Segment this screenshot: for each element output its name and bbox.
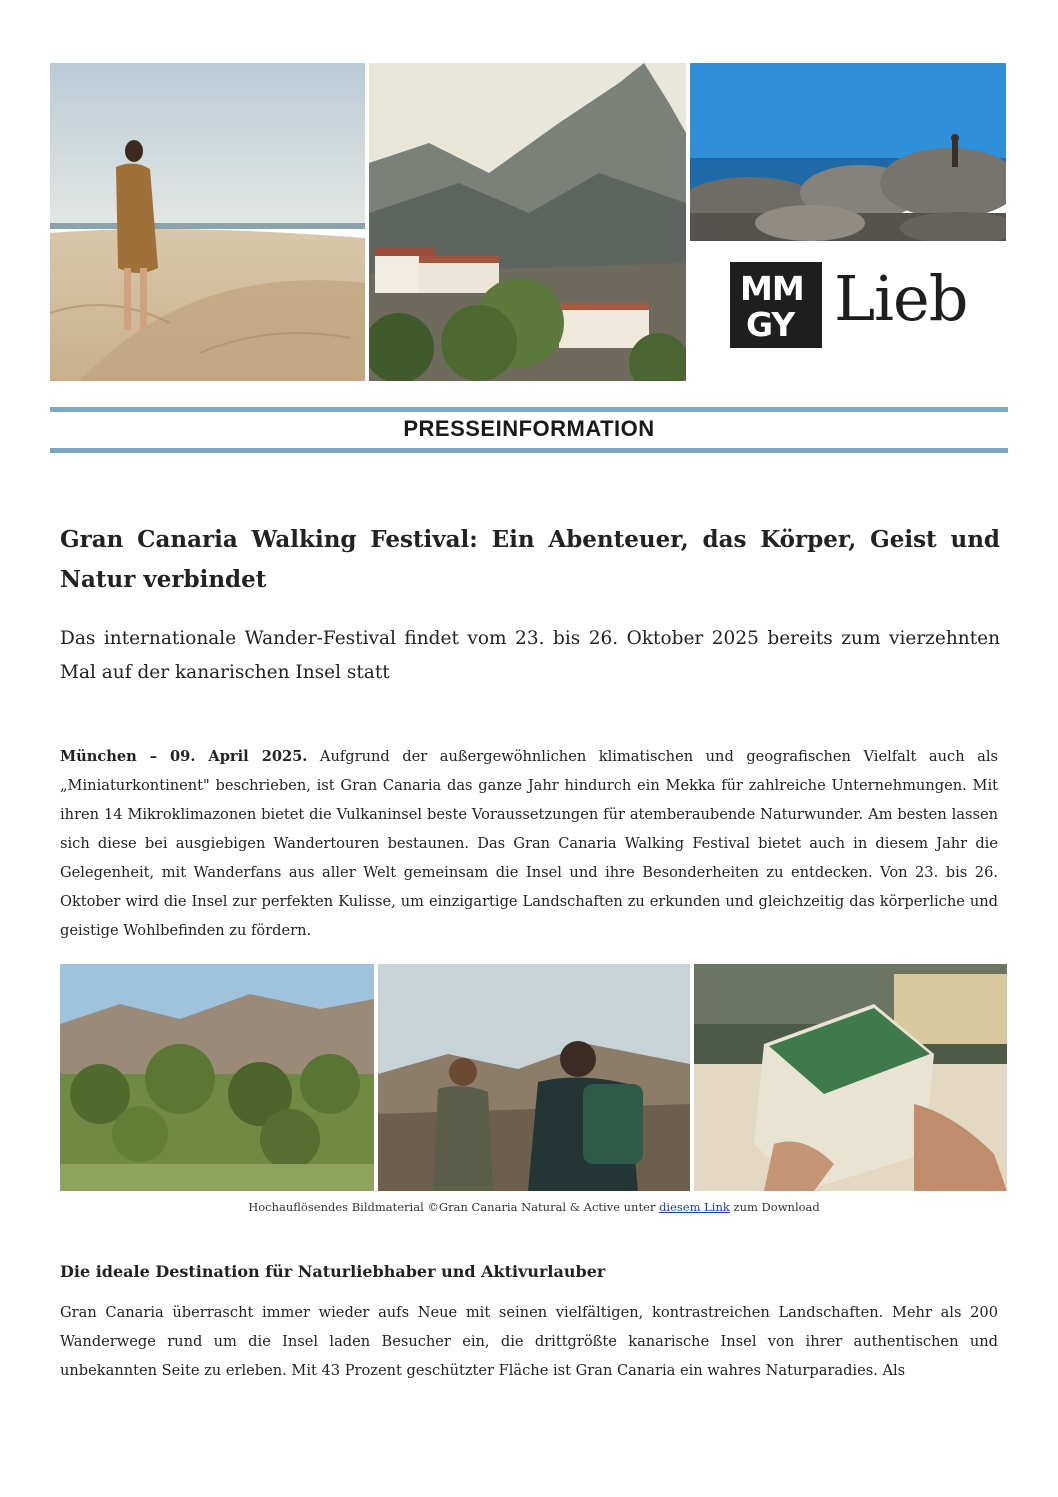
caption-text: Hochauflösendes Bildmaterial ©Gran Canaria Natural & Active unter — [248, 1200, 660, 1214]
section-paragraph: Gran Canaria überrascht immer wieder aufs Neue mit seinen vielfältigen, kontrastreichen Landschaften. Mehr als 200 Wanderwege rund um die Insel laden Besucher ein, die drittgrößte kanarische Insel von ihrer authentischen und unbekannten Seite zu erleben. Mit 43 Prozent geschützter Fläche ist Gran Canaria ein wahres Naturparadies. Als — [60, 1304, 998, 1379]
logo-mark-bottom: GY — [746, 305, 795, 344]
logo-wordmark: Lieb — [834, 262, 968, 335]
press-label: PRESSEINFORMATION — [403, 416, 655, 441]
mmgy-lieb-logo — [730, 262, 970, 350]
photo-dunes-woman — [50, 63, 365, 381]
headline: Gran Canaria Walking Festival: Ein Abenteuer, das Körper, Geist und Natur verbindet — [60, 526, 1000, 593]
caption-tail: zum Download — [729, 1200, 820, 1214]
photo-festival-box — [694, 964, 1007, 1191]
photo-rocky-coast — [690, 63, 1006, 241]
photo-mountain-village — [369, 63, 686, 381]
bottom-rule — [50, 448, 1008, 453]
dateline: München – 09. April 2025. — [60, 748, 308, 765]
section-title: Die ideale Destination für Naturliebhaber und Aktivurlauber — [60, 1262, 606, 1281]
download-link[interactable]: diesem Link — [659, 1200, 730, 1214]
subheadline: Das internationale Wander-Festival findet vom 23. bis 26. Oktober 2025 bereits zum vierzehnten Mal auf der kanarischen Insel statt — [60, 628, 1000, 683]
logo-mark-top: MM — [740, 269, 804, 308]
logo-mark — [730, 262, 822, 348]
photo-caption — [60, 1200, 1008, 1214]
photo-hikers — [378, 964, 690, 1191]
top-rule — [50, 407, 1008, 412]
intro-paragraph — [60, 742, 998, 945]
photo-palm-valley — [60, 964, 374, 1191]
intro-text: Aufgrund der außergewöhnlichen klimatischen und geografischen Vielfalt auch als „Miniaturkontinent" beschrieben, ist Gran Canaria das ganze Jahr hindurch ein Mekka für zahlreiche Unternehmungen. Mit ihren 14 Mikroklimazonen bietet die Vulkaninsel beste Voraussetzungen für atemberaubende Naturwunder. Am besten lassen sich diese bei ausgiebigen Wandertouren bestaunen. Das Gran Canaria Walking Festival bietet auch in diesem Jahr die Gelegenheit, mit Wanderfans aus aller Welt gemeinsam die Insel und ihre Besonderheiten zu entdecken. Von 23. bis 26. Oktober wird die Insel zur perfekten Kulisse, um einzigartige Landschaften zu erkunden und gleichzeitig das körperliche und geistige Wohlbefinden zu fördern. — [60, 748, 998, 939]
